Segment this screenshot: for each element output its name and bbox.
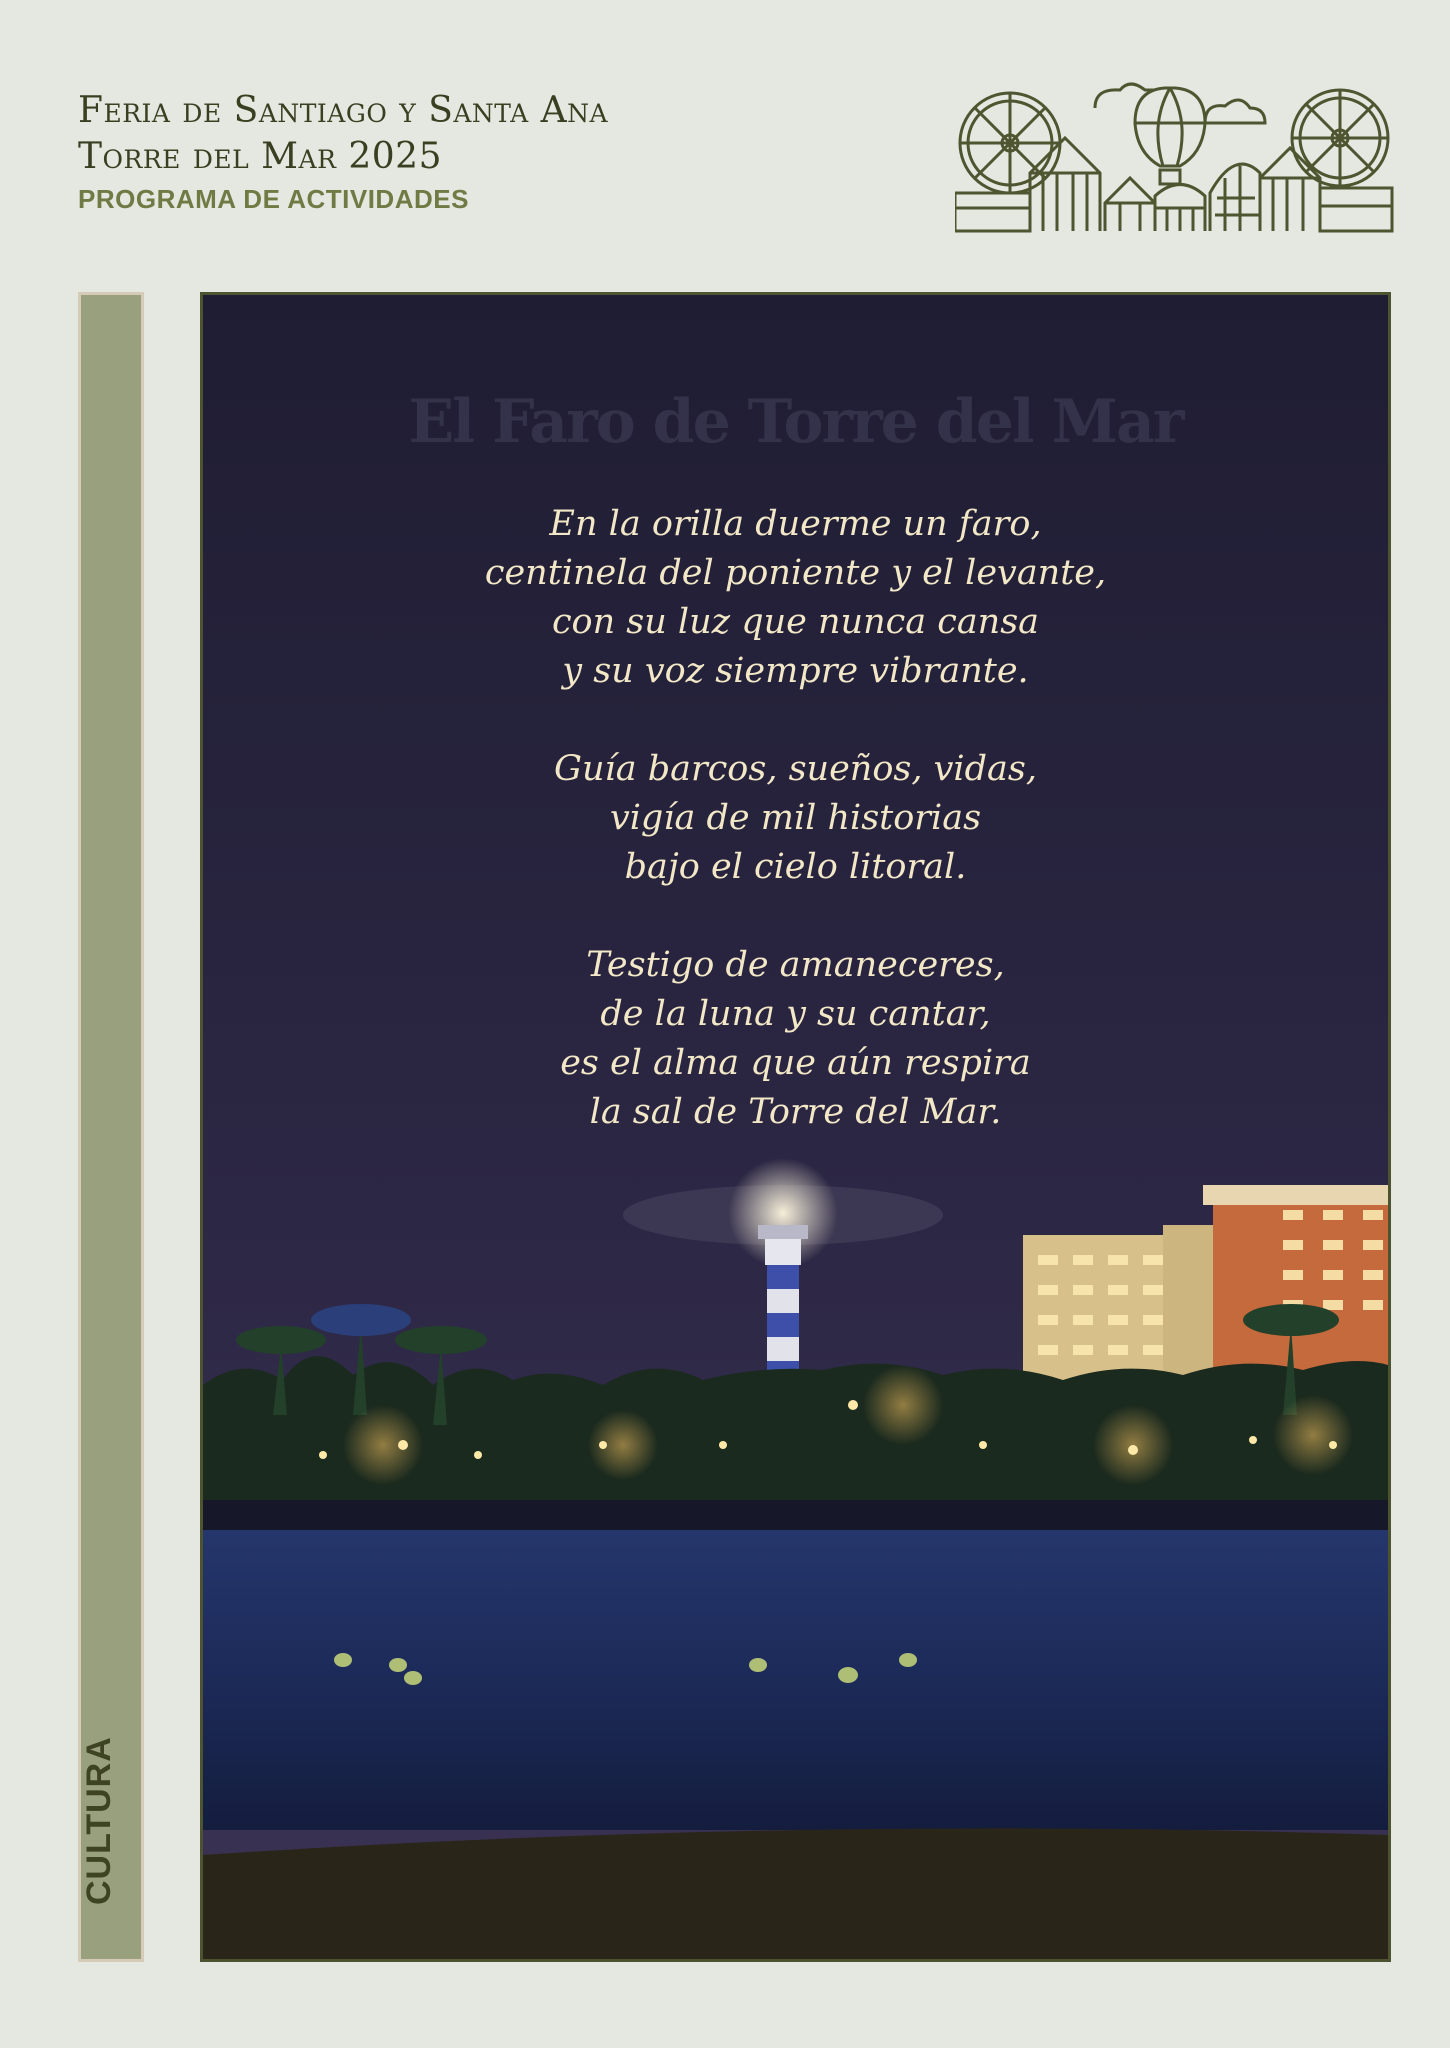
poem-line: con su luz que nunca cansa	[551, 602, 1040, 642]
poem-stanza	[203, 745, 1388, 892]
hot-air-balloon-icon	[1135, 88, 1205, 184]
poem-stanza	[203, 500, 1388, 696]
poem-line: centinela del poniente y el levante,	[484, 553, 1107, 593]
poem-body	[203, 500, 1388, 1186]
section-label: CULTURA	[80, 1736, 118, 1905]
fair-illustration-icon	[955, 78, 1395, 233]
lighthouse-night-photo	[200, 292, 1391, 1962]
section-sidebar	[78, 292, 144, 1962]
circus-tent-icon	[1030, 138, 1100, 231]
header-program-label: PROGRAMA DE ACTIVIDADES	[78, 184, 469, 214]
poem-line: Testigo de amaneceres,	[586, 945, 1005, 985]
poem-title: El Faro de Torre del Mar	[408, 387, 1183, 457]
poem-line: bajo el cielo litoral.	[624, 847, 967, 887]
poem-line: y su voz siempre vibrante.	[562, 651, 1029, 691]
poem-stanza	[203, 941, 1388, 1137]
header	[78, 88, 778, 218]
ferris-wheel-icon	[1292, 90, 1392, 231]
poem-line: de la luna y su cantar,	[600, 994, 991, 1034]
poem-line: Guía barcos, sueños, vidas,	[554, 749, 1037, 789]
poem-line: la sal de Torre del Mar.	[589, 1092, 1002, 1132]
header-title: Feria de Santiago y Santa Ana	[78, 90, 609, 131]
header-subtitle: Torre del Mar 2025	[78, 136, 442, 177]
poem-line: es el alma que aún respira	[560, 1043, 1031, 1083]
poem-line: En la orilla duerme un faro,	[549, 504, 1042, 544]
poem-line: vigía de mil historias	[609, 798, 982, 838]
